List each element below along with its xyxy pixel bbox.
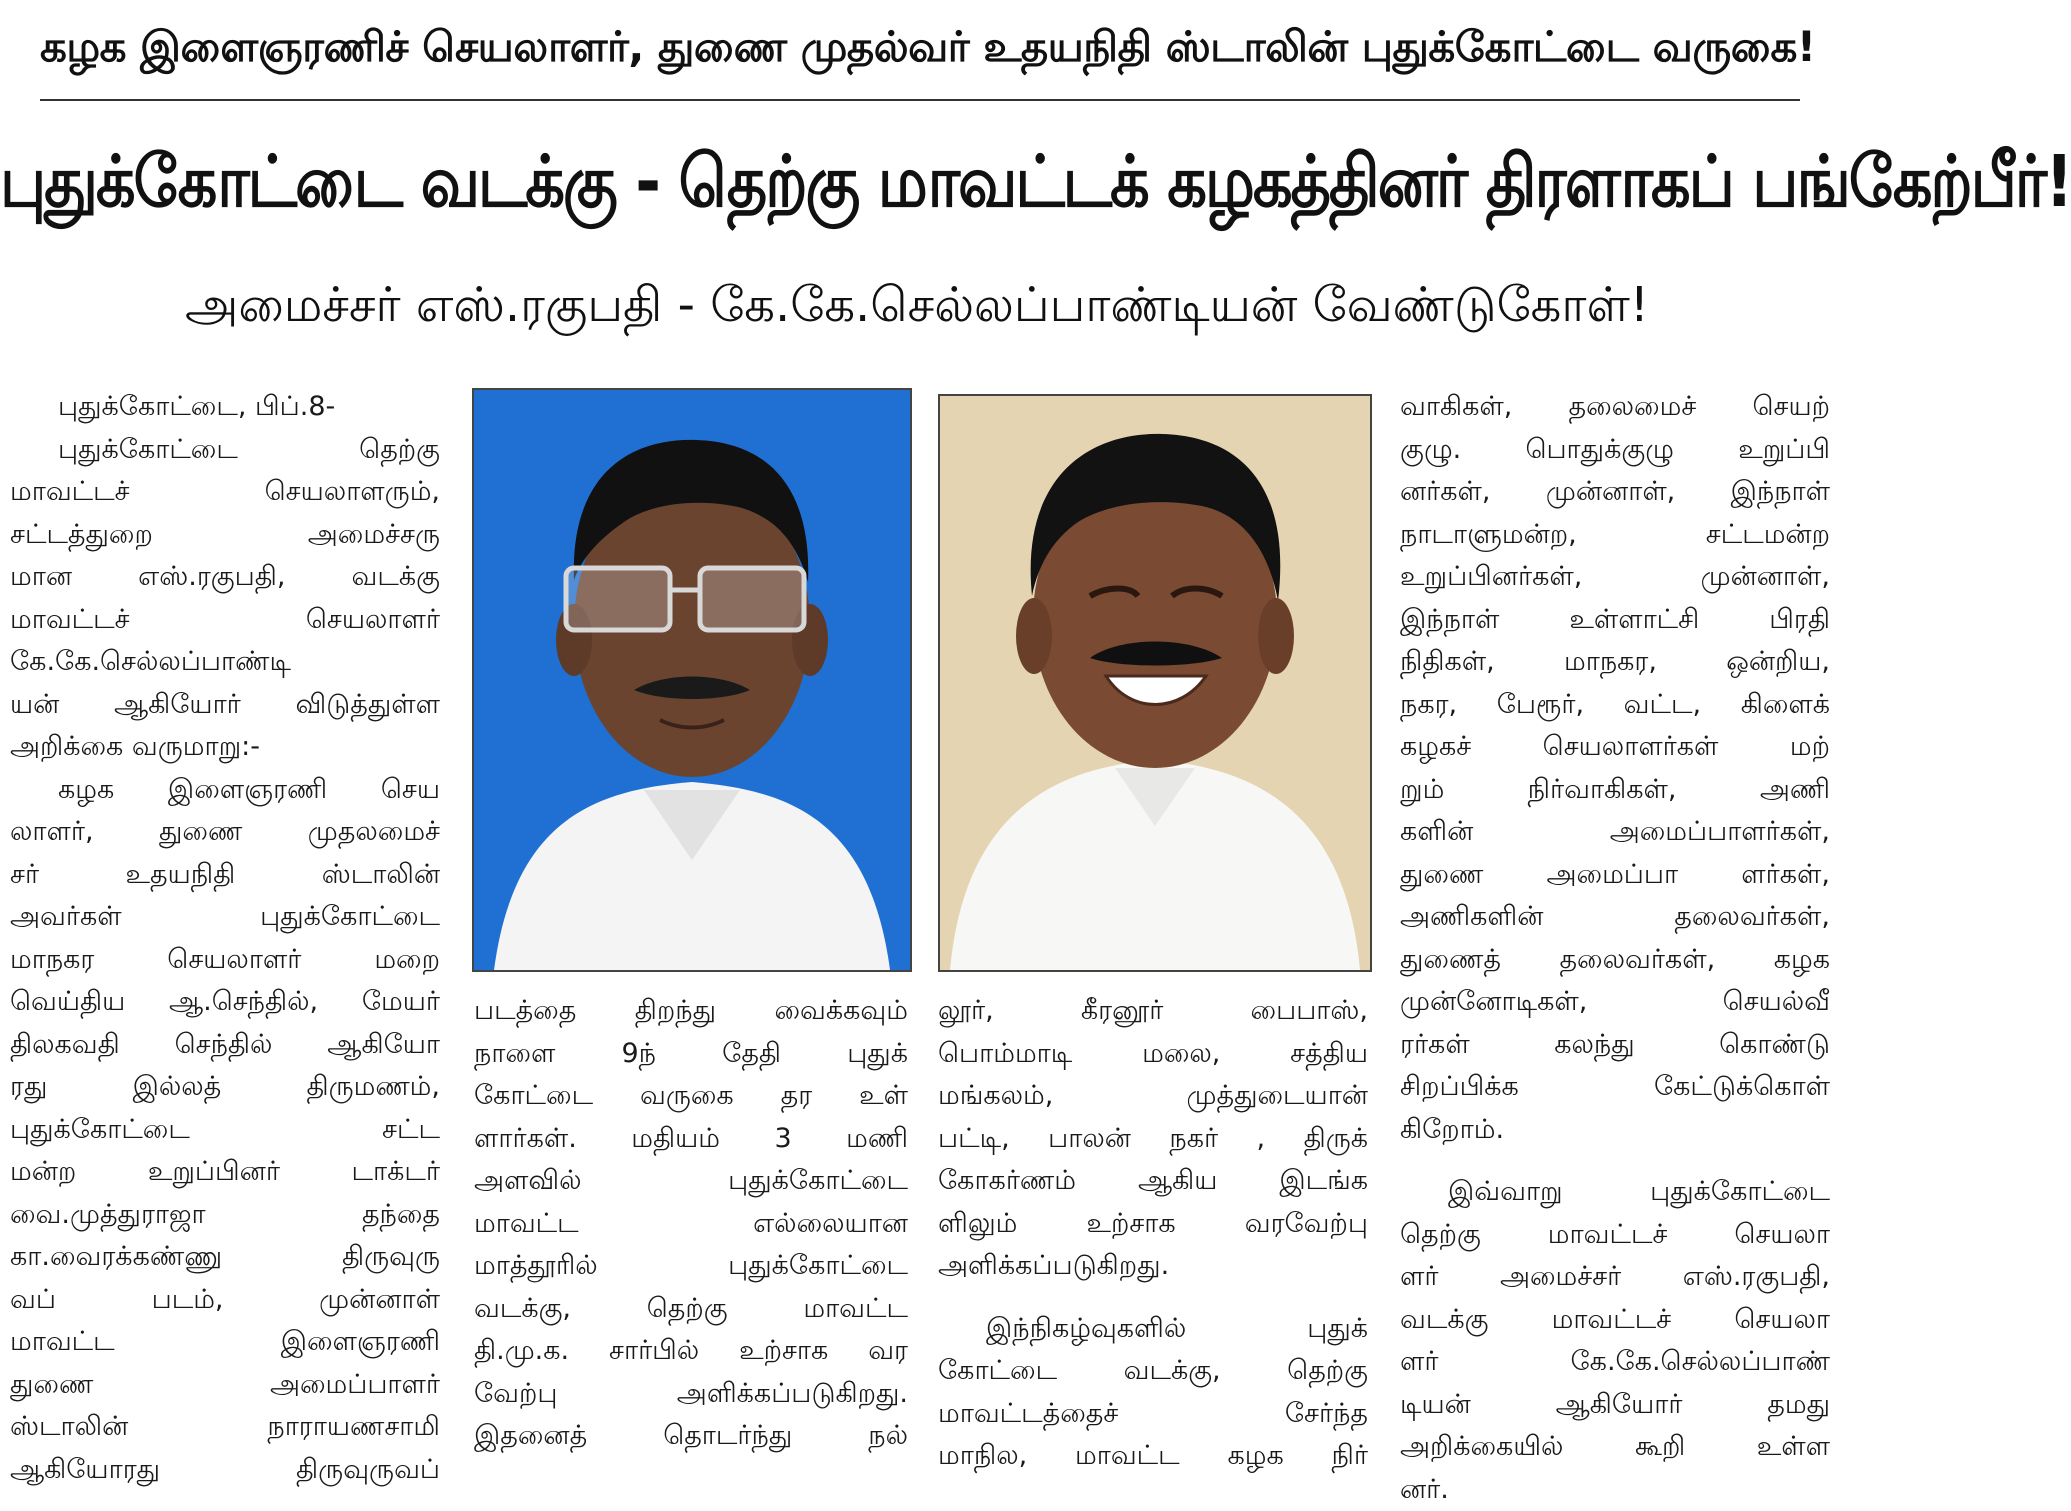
text-line: மாத்தூரில் புதுக்கோட்டை	[474, 1245, 908, 1288]
text-line: வப் படம், முன்னாள்	[10, 1279, 440, 1322]
main-headline: புதுக்கோட்டை வடக்கு - தெற்கு மாவட்டக் கழகத்தினர் திரளாகப் பங்கேற்பீர்!	[0, 113, 1834, 251]
text-line: மன்ற உறுப்பினர் டாக்டர்	[10, 1151, 440, 1194]
text-line: ஸ்டாலின் நாராயணசாமி	[10, 1406, 440, 1449]
text-line: அளிக்கப்படுகிறது.	[938, 1245, 1368, 1288]
text-line: வாகிகள், தலைமைச் செயற்	[1400, 386, 1830, 429]
text-line: அணிகளின் தலைவர்கள்,	[1400, 896, 1830, 939]
text-line: முன்னோடிகள், செயல்வீ	[1400, 981, 1830, 1024]
text-line: படத்தை திறந்து வைக்கவும்	[474, 990, 908, 1033]
text-line: இதனைத் தொடர்ந்து நல்	[474, 1415, 908, 1458]
text-line: கோட்டை வருகை தர உள்	[474, 1075, 908, 1118]
text-line: றும் நிர்வாகிகள், அணி	[1400, 769, 1830, 812]
divider-rule	[40, 99, 1800, 101]
text-line: மாவட்ட எல்லையான	[474, 1203, 908, 1246]
text-line: பொம்மாடி மலை, சத்திய	[938, 1033, 1368, 1076]
text-line: அறிக்கையில் கூறி உள்ள	[1400, 1426, 1830, 1469]
text-line: கோகர்ணம் ஆகிய இடங்க	[938, 1160, 1368, 1203]
text-line: இந்நிகழ்வுகளில் புதுக்	[938, 1308, 1368, 1351]
text-line: நிதிகள், மாநகர, ஒன்றிய,	[1400, 641, 1830, 684]
text-line: கழக இளைஞரணி செய	[10, 769, 440, 812]
text-line: நாளை 9ந் தேதி புதுக்	[474, 1033, 908, 1076]
text-line: மாவட்டச் செயலாளரும்,	[10, 471, 440, 514]
text-line: லாளர், துணை முதலமைச்	[10, 811, 440, 854]
text-line: நகர, பேரூர், வட்ட, கிளைக்	[1400, 684, 1830, 727]
text-line: யன் ஆகியோர் விடுத்துள்ள	[10, 684, 440, 727]
text-line: ளர் கே.கே.செல்லப்பாண்	[1400, 1341, 1830, 1384]
text-line: குழு. பொதுக்குழு உறுப்பி	[1400, 429, 1830, 472]
text-line: மாவட்டச் செயலாளர்	[10, 599, 440, 642]
text-line: அவர்கள் புதுக்கோட்டை	[10, 896, 440, 939]
text-line: ளார்கள். மதியம் 3 மணி	[474, 1118, 908, 1161]
text-line: உறுப்பினர்கள், முன்னாள்,	[1400, 556, 1830, 599]
text-line: இந்நாள் உள்ளாட்சி பிரதி	[1400, 599, 1830, 642]
portrait-2-image	[940, 396, 1370, 970]
text-line: திலகவதி செந்தில் ஆகியோ	[10, 1024, 440, 1067]
text-line: சர் உதயநிதி ஸ்டாலின்	[10, 854, 440, 897]
text-line: மங்கலம், முத்துடையான்	[938, 1075, 1368, 1118]
text-line: கே.கே.செல்லப்பாண்டி	[10, 641, 440, 684]
text-line: அளவில் புதுக்கோட்டை	[474, 1160, 908, 1203]
text-line: பட்டி, பாலன் நகர் , திருக்	[938, 1118, 1368, 1161]
text-line: தெற்கு மாவட்டச் செயலா	[1400, 1214, 1830, 1257]
article-column-2	[474, 990, 908, 1458]
text-line: மாவட்ட இளைஞரணி	[10, 1321, 440, 1364]
text-line: இவ்வாறு புதுக்கோட்டை	[1400, 1171, 1830, 1214]
text-line: ளிலும் உற்சாக வரவேற்பு	[938, 1203, 1368, 1246]
sub-headline: அமைச்சர் எஸ்.ரகுபதி - கே.கே.செல்லப்பாண்டியன் வேண்டுகோள்!	[0, 262, 1834, 348]
text-line: துணைத் தலைவர்கள், கழக	[1400, 939, 1830, 982]
text-line: மாநகர செயலாளர் மறை	[10, 939, 440, 982]
text-line: சிறப்பிக்க கேட்டுக்கொள்	[1400, 1066, 1830, 1109]
text-line: ளர் அமைச்சர் எஸ்.ரகுபதி,	[1400, 1256, 1830, 1299]
text-line: வடக்கு மாவட்டச் செயலா	[1400, 1299, 1830, 1342]
text-line: டியன் ஆகியோர் தமது	[1400, 1384, 1830, 1427]
article-column-1	[10, 386, 440, 1491]
text-line: மாநில, மாவட்ட கழக நிர்	[938, 1435, 1368, 1478]
kicker-headline: கழக இளைஞரணிச் செயலாளர், துணை முதல்வர் உதயநிதி ஸ்டாலின் புதுக்கோட்டை வருகை!	[40, 6, 1800, 88]
text-line: சட்டத்துறை அமைச்சரு	[10, 514, 440, 557]
text-line: மான எஸ்.ரகுபதி, வடக்கு	[10, 556, 440, 599]
text-line: ஆகியோரது திருவுருவப்	[10, 1449, 440, 1492]
text-line: நாடாளுமன்ற, சட்டமன்ற	[1400, 514, 1830, 557]
text-line: வெய்திய ஆ.செந்தில், மேயர்	[10, 981, 440, 1024]
text-line: கிறோம்.	[1400, 1109, 1830, 1152]
text-line: துணை அமைப்பாளர்	[10, 1364, 440, 1407]
text-line: தி.மு.க. சார்பில் உற்சாக வர	[474, 1330, 908, 1373]
text-line: கழகச் செயலாளர்கள் மற்	[1400, 726, 1830, 769]
text-line: கா.வைரக்கண்ணு திருவுரு	[10, 1236, 440, 1279]
text-line: வடக்கு, தெற்கு மாவட்ட	[474, 1288, 908, 1331]
text-line: புதுக்கோட்டை சட்ட	[10, 1109, 440, 1152]
text-line: களின் அமைப்பாளர்கள்,	[1400, 811, 1830, 854]
text-line: ரர்கள் கலந்து கொண்டு	[1400, 1024, 1830, 1067]
text-line: புதுக்கோட்டை தெற்கு	[10, 429, 440, 472]
text-line: மாவட்டத்தைச் சேர்ந்த	[938, 1393, 1368, 1436]
dateline: புதுக்கோட்டை, பிப்.8-	[10, 386, 440, 429]
text-line: வை.முத்துராஜா தந்தை	[10, 1194, 440, 1237]
article-column-4	[1400, 386, 1830, 1511]
portrait-1-image	[474, 390, 910, 970]
article-column-3	[938, 990, 1368, 1478]
text-line: துணை அமைப்பா ளர்கள்,	[1400, 854, 1830, 897]
text-line: னர்.	[1400, 1469, 1830, 1511]
text-line: ரது இல்லத் திருமணம்,	[10, 1066, 440, 1109]
text-line: லூர், கீரனூர் பைபாஸ்,	[938, 990, 1368, 1033]
portrait-photo-1	[472, 388, 912, 972]
text-line: வேற்பு அளிக்கப்படுகிறது.	[474, 1373, 908, 1416]
portrait-photo-2	[938, 394, 1372, 972]
text-line: கோட்டை வடக்கு, தெற்கு	[938, 1350, 1368, 1393]
text-line: அறிக்கை வருமாறு:-	[10, 726, 440, 769]
text-line: னர்கள், முன்னாள், இந்நாள்	[1400, 471, 1830, 514]
